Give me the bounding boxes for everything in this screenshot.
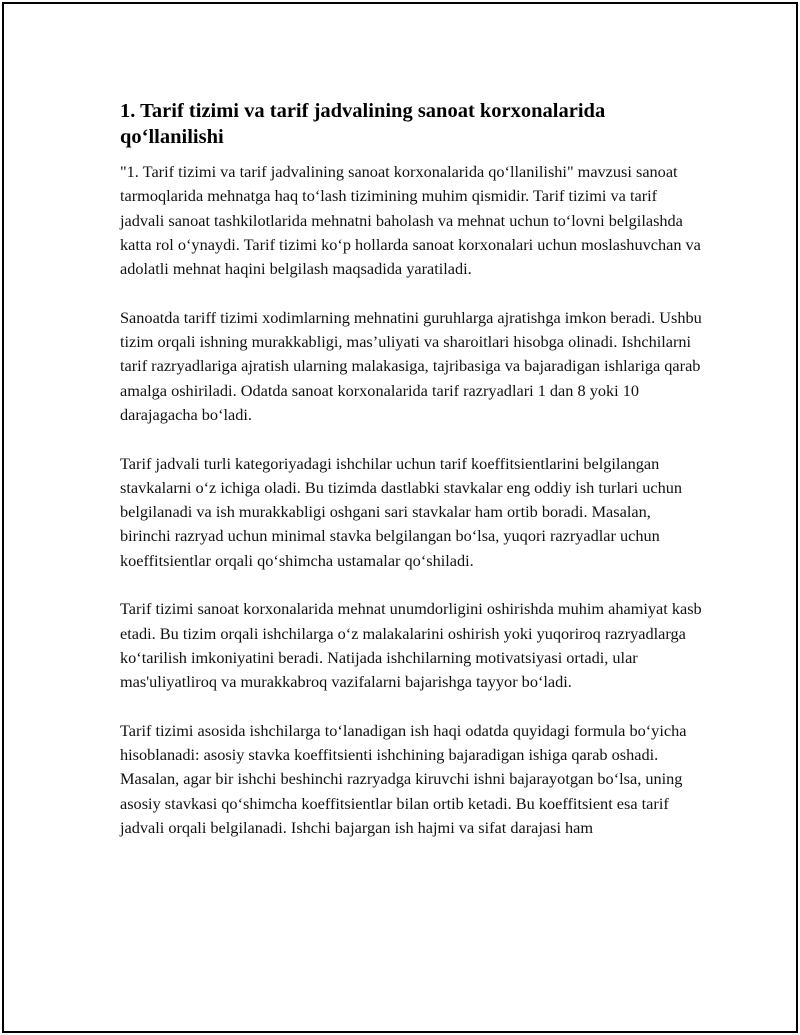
paragraph-3: Tarif jadvali turli kategoriyadagi ishchilar uchun tarif koeffitsientlarini belgilangan stavkalarni o‘z ichiga oladi. Bu tizimda dastlabki stavkalar eng oddiy ish turlari uchun belgilanadi va ish murakkabligi oshgani sari stavkalar ham ortib boradi. Masalan, birinchi razryad uchun minimal stavka belgilangan bo‘lsa, yuqori razryadlar uchun koeffitsientlar orqali qo‘shimcha ustamalar qo‘shiladi. [120, 453, 683, 570]
paragraph-2: Sanoatda tariff tizimi xodimlarning mehnatini guruhlarga ajratishga imkon beradi. Ushbu tizim orqali ishning murakkabligi, mas’uliyati va sharoitlari hisobga olinadi. Ishchilarni tarif razryadlariga ajratish ularning malakasiga, tajribasiga va bajaradigan ishlariga qarab amalga oshiriladi. Odatda sanoat korxonalarida tarif razryadlari 1 dan 8 yoki 10 darajagacha bo‘ladi. [120, 307, 702, 424]
paragraph-1: "1. Tarif tizimi va tarif jadvalining sanoat korxonalarida qo‘llanilishi" mavzusi sanoat tarmoqlarida mehnatga haq to‘lash tizimining muhim qismidir. Tarif tizimi va tarif jadvali sanoat tashkilotlarida mehnatni baholash va mehnat uchun to‘lovni belgilashda katta rol o‘ynaydi. Tarif tizimi ko‘p hollarda sanoat korxonalari uchun moslashuvchan va adolatli mehnat haqini belgilash maqsadida yaratiladi. [120, 162, 701, 279]
paragraph-5: Tarif tizimi asosida ishchilarga to‘lanadigan ish haqi odatda quyidagi formula bo‘yicha hisoblanadi: asosiy stavka koeffitsienti ishchining bajaradigan ishiga qarab oshadi. Masalan, agar bir ishchi beshinchi razryadga kiruvchi ishni bajarayotgan bo‘lsa, uning asosiy stavkasi qo‘shimcha koeffitsientlar bilan ortib ketadi. Bu koeffitsient esa tarif jadvali orqali belgilanadi. Ishchi bajargan ish hajmi va sifat darajasi ham [120, 720, 687, 838]
document-content [120, 98, 704, 865]
paragraph-4: Tarif tizimi sanoat korxonalarida mehnat unumdorligini oshirishda muhim ahamiyat kasb etadi. Bu tizim orqali ishchilarga o‘z malakalarini oshirish yoki yuqoriroq razryadlarga ko‘tarilish imkoniyatini beradi. Natijada ishchilarning motivatsiyasi ortadi, ular mas'uliyatliroq va murakkabroq vazifalarni bajarishga tayyor bo‘ladi. [120, 599, 702, 692]
document-page [2, 2, 798, 1033]
document-title: 1. Tarif tizimi va tarif jadvalining sanoat korxonalarida qo‘llanilishi [120, 100, 606, 148]
